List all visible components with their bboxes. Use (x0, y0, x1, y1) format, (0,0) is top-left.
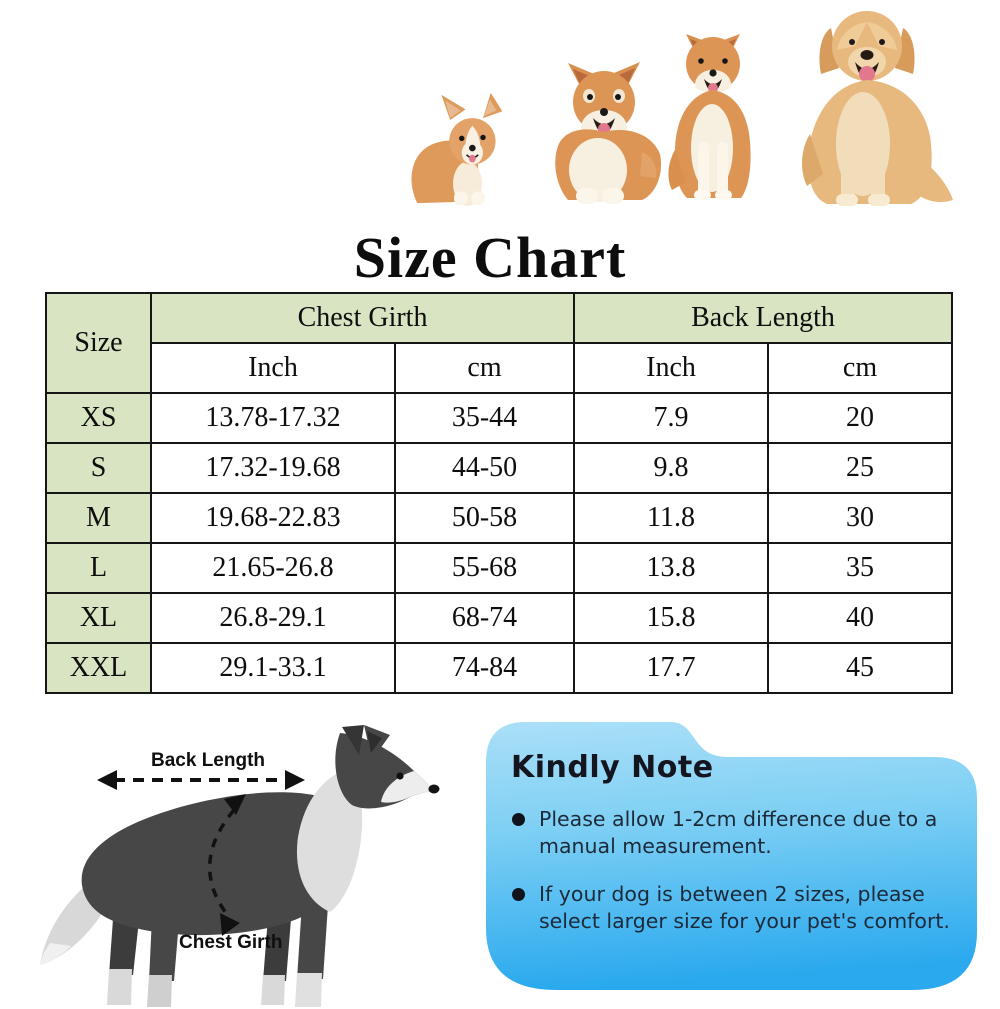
kindly-note-title: Kindly Note (511, 750, 714, 785)
golden-retriever-illustration (781, 2, 957, 208)
back-cm-cell: 25 (768, 443, 952, 493)
size-cell: S (46, 443, 151, 493)
size-cell: M (46, 493, 151, 543)
bullet-dot-icon (512, 888, 525, 901)
chest-inch-cell: 13.78-17.32 (151, 393, 395, 443)
page-title: Size Chart (353, 225, 627, 290)
table-row (46, 643, 952, 693)
table-row (46, 443, 952, 493)
chest-inch-header: Inch (151, 343, 395, 393)
back-inch-header: Inch (574, 343, 768, 393)
shiba-inu-sitting-illustration (656, 30, 770, 206)
table-subheader-row (46, 343, 952, 393)
chest-inch-cell: 29.1-33.1 (151, 643, 395, 693)
back-length-label: Back Length (151, 750, 266, 771)
list-item (512, 806, 960, 860)
chest-cm-cell: 35-44 (395, 393, 574, 443)
table-row (46, 493, 952, 543)
size-cell: XL (46, 593, 151, 643)
note-text: Please allow 1-2cm difference due to a manual measurement. (539, 807, 938, 858)
table-row (46, 593, 952, 643)
corgi-illustration (396, 90, 512, 208)
shiba-inu-lying-illustration (546, 60, 668, 208)
chest-cm-cell: 74-84 (395, 643, 574, 693)
size-cell: XXL (46, 643, 151, 693)
back-inch-cell: 9.8 (574, 443, 768, 493)
back-inch-cell: 7.9 (574, 393, 768, 443)
table-row (46, 393, 952, 443)
back-inch-cell: 17.7 (574, 643, 768, 693)
chest-girth-header: Chest Girth (151, 293, 574, 343)
back-inch-cell: 15.8 (574, 593, 768, 643)
back-cm-cell: 30 (768, 493, 952, 543)
chest-cm-cell: 50-58 (395, 493, 574, 543)
back-length-header: Back Length (574, 293, 952, 343)
table-row (46, 543, 952, 593)
size-cell: XS (46, 393, 151, 443)
back-cm-header: cm (768, 343, 952, 393)
chest-inch-cell: 19.68-22.83 (151, 493, 395, 543)
chest-cm-cell: 68-74 (395, 593, 574, 643)
note-text: If your dog is between 2 sizes, please select larger size for your pet's comfort. (539, 882, 950, 933)
chest-inch-cell: 21.65-26.8 (151, 543, 395, 593)
back-inch-cell: 11.8 (574, 493, 768, 543)
list-item (512, 881, 960, 935)
back-inch-cell: 13.8 (574, 543, 768, 593)
chest-girth-label: Chest Girth (179, 932, 283, 953)
chest-cm-header: cm (395, 343, 574, 393)
table-header-row (46, 293, 952, 343)
size-column-header: Size (46, 293, 151, 393)
size-cell: L (46, 543, 151, 593)
chest-cm-cell: 44-50 (395, 443, 574, 493)
back-cm-cell: 40 (768, 593, 952, 643)
chest-cm-cell: 55-68 (395, 543, 574, 593)
back-cm-cell: 45 (768, 643, 952, 693)
kindly-note-list (512, 806, 960, 956)
back-cm-cell: 20 (768, 393, 952, 443)
bullet-dot-icon (512, 813, 525, 826)
back-cm-cell: 35 (768, 543, 952, 593)
chest-inch-cell: 17.32-19.68 (151, 443, 395, 493)
size-table (45, 292, 953, 694)
chest-inch-cell: 26.8-29.1 (151, 593, 395, 643)
